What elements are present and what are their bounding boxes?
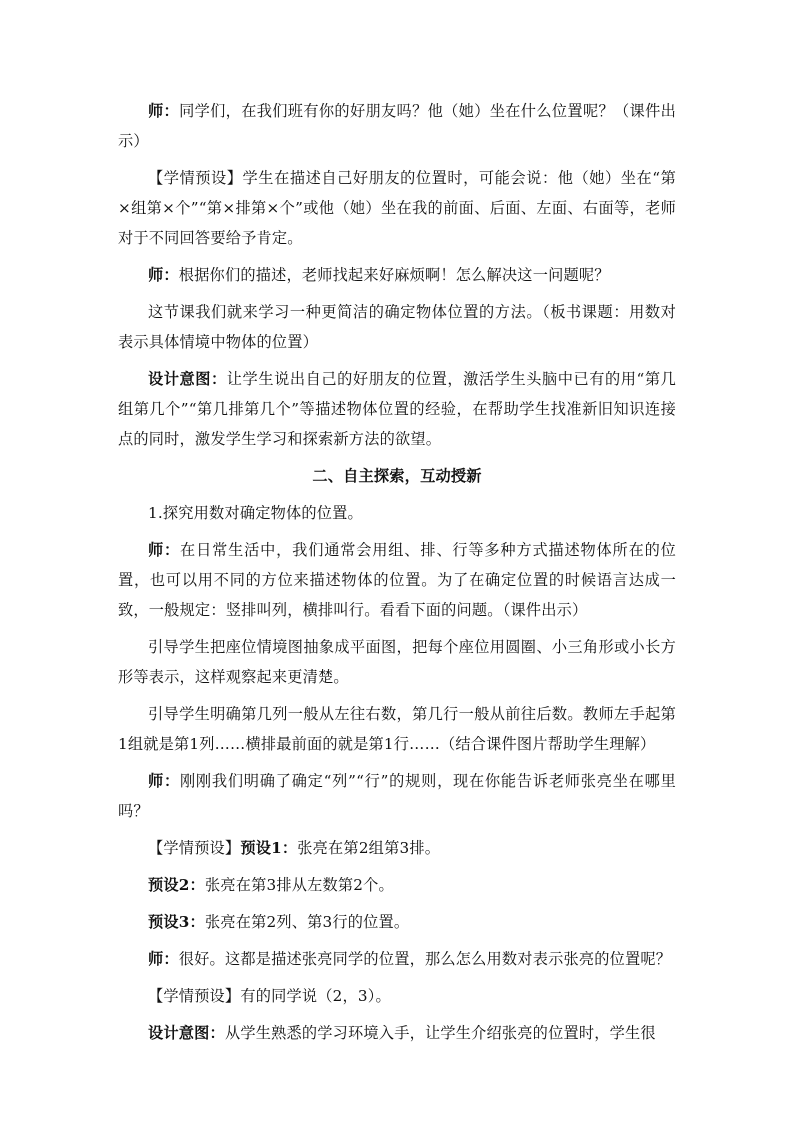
paragraph-teacher-explanation <box>118 535 676 625</box>
paragraph-text: 引导学生明确第几列一般从左往右数，第几行一般从前往后数。教师左手起第1组就是第1列……横排最前面的就是第1行……（结合课件图片帮助学生理解） <box>118 705 676 753</box>
paragraph-preset-1 <box>118 833 676 863</box>
preset-label: 预设2： <box>148 876 205 894</box>
paragraph-text: 张亮在第2组第3排。 <box>297 839 441 857</box>
paragraph-design-intent <box>118 364 676 454</box>
section-heading: 二、自主探索，互动授新 <box>312 467 482 485</box>
paragraph-text: 很好。这都是描述张亮同学的位置，那么怎么用数对表示张亮的位置呢？ <box>178 950 672 968</box>
paragraph-teacher-question <box>118 96 676 156</box>
paragraph-text: 张亮在第3排从左数第2个。 <box>204 876 394 894</box>
paragraph-text: 在日常生活中，我们通常会用组、排、行等多种方式描述物体所在的位置，也可以用不同的方位来描述物体的位置。为了在确定位置的时候语言达成一致，一般规定：竖排叫列，横排叫行。看看下面的问题。（课件出示） <box>118 541 676 619</box>
paragraph-text: 这节课我们就来学习一种更简洁的确定物体位置的方法。（板书课题：用数对表示具体情境中物体的位置） <box>118 303 676 351</box>
paragraph-teacher-number-pair <box>118 944 676 974</box>
paragraph-text: 让学生说出自己的好朋友的位置，激活学生头脑中已有的用“第几组第几个”“第几排第几个”等描述物体位置的经验，在帮助学生找准新旧知识连接点的同时，激发学生学习和探索新方法的欲望。 <box>118 370 676 448</box>
paragraph-preset-3 <box>118 907 676 937</box>
paragraph-text: 引导学生把座位情境图抽象成平面图，把每个座位用圆圈、小三角形或小长方形等表示，这样观察起来更清楚。 <box>118 638 676 686</box>
preset-lead: 【学情预设】 <box>148 839 241 857</box>
paragraph-text: 【学情预设】有的同学说（2，3）。 <box>148 987 391 1005</box>
design-intent-label: 设计意图： <box>148 1024 225 1042</box>
paragraph-guide-rules <box>118 699 676 759</box>
paragraph-text: 同学们，在我们班有你的好朋友吗？他（她）坐在什么位置呢？（课件出示） <box>118 102 676 150</box>
paragraph-text: 【学情预设】学生在描述自己好朋友的位置时，可能会说：他（她）坐在“第×组第×个”“第×排第×个”或他（她）坐在我的前面、后面、左面、右面等，老师对于不同回答要给予肯定。 <box>118 169 676 247</box>
paragraph-lesson-intro <box>118 297 676 357</box>
preset-label: 预设1： <box>240 839 298 857</box>
paragraph-step-title <box>118 498 676 528</box>
speaker-label: 师： <box>148 950 179 968</box>
paragraph-teacher-response <box>118 260 676 290</box>
paragraph-preset-2 <box>118 870 676 900</box>
paragraph-teacher-question-zhangliang <box>118 766 676 826</box>
document-page <box>118 96 676 1055</box>
paragraph-text: 1.探究用数对确定物体的位置。 <box>148 504 363 522</box>
paragraph-text: 从学生熟悉的学习环境入手，让学生介绍张亮的位置时，学生很 <box>224 1024 656 1042</box>
paragraph-text: 张亮在第2列、第3行的位置。 <box>204 913 410 931</box>
paragraph-guide-abstraction <box>118 632 676 692</box>
preset-label: 预设3： <box>148 913 205 931</box>
paragraph-text: 根据你们的描述，老师找起来好麻烦啊！怎么解决这一问题呢？ <box>178 266 610 284</box>
design-intent-label: 设计意图： <box>148 370 227 388</box>
paragraph-text: 刚刚我们明确了确定“列”“行”的规则，现在你能告诉老师张亮坐在哪里吗？ <box>118 772 676 820</box>
paragraph-student-preset <box>118 163 676 253</box>
speaker-label: 师： <box>148 102 180 120</box>
paragraph-student-answer <box>118 981 676 1011</box>
paragraph-design-intent-2 <box>118 1018 676 1048</box>
speaker-label: 师： <box>148 772 180 790</box>
speaker-label: 师： <box>148 266 179 284</box>
speaker-label: 师： <box>148 541 181 559</box>
